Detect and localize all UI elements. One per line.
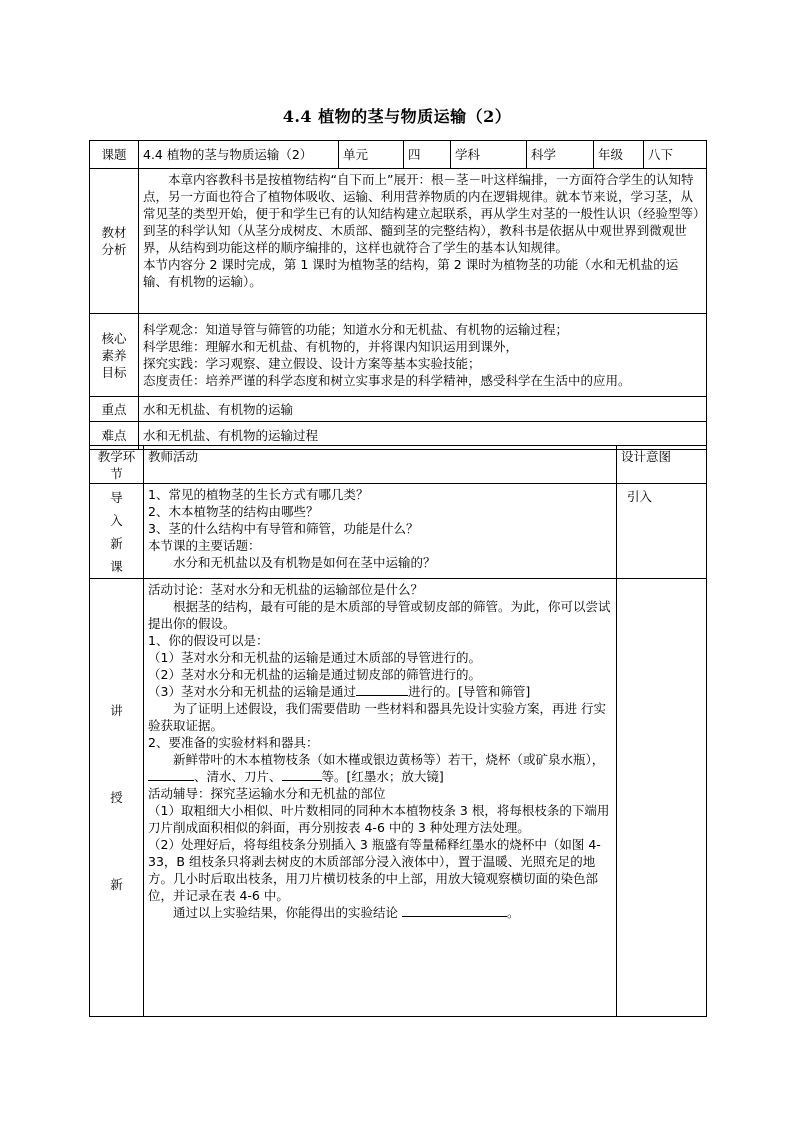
teach-line: （2）茎对水分和无机盐的运输是通过韧皮部的筛管进行的。	[148, 667, 481, 682]
analysis-row	[90, 169, 707, 314]
topic-label: 课题	[90, 141, 139, 169]
intro-design: 引入	[617, 484, 707, 579]
answer-blank	[148, 780, 194, 781]
stage-header: 教学环节	[90, 446, 144, 484]
teach-line: 2、要准备的实验材料和器具：	[148, 735, 319, 750]
literacy-content	[139, 314, 707, 397]
teaching-stage-label: 讲 授 新	[90, 579, 144, 1017]
teaching-design	[617, 579, 707, 1017]
literacy-row	[90, 314, 707, 397]
intro-activity	[144, 484, 617, 579]
teach-line: （2）处理好后，将每组枝条分别插入 3 瓶盛有等量稀释红墨水的烧杯中（如图 4-33，B 组枝条只将剥去树皮的木质部部分浸入液体中），置于温暖、光照充足的地方。几小时后取出枝条，用刀片横切枝条的中上部，用放大镜观察横切面的染色部位，并记录在表 4-6 中。	[148, 837, 601, 903]
teach-line: （1）取粗细大小相似、叶片数相同的同种木本植物枝条 3 根，将每根枝条的下端用刀片削成面积相似的斜面，再分别按表 4-6 中的 3 种处理方法处理。	[148, 803, 610, 835]
difficulty-value: 水和无机盐、有机物的运输过程	[139, 422, 707, 450]
unit-label: 单元	[339, 141, 404, 169]
teacher-activity-header: 教师活动	[144, 446, 617, 484]
key-point-label: 重点	[90, 397, 139, 422]
difficulty-label: 难点	[90, 422, 139, 450]
teaching-process-table	[89, 445, 707, 1017]
literacy-line: 科学观念：知道导管与筛管的功能；知道水分和无机盐、有机物的运输过程；	[143, 322, 569, 337]
intro-line: 3、茎的什么结构中有导管和筛管，功能是什么？	[148, 521, 419, 536]
literacy-line: 探究实践：学习观察、建立假设、设计方案等基本实验技能；	[143, 356, 481, 371]
teaching-activity	[144, 579, 617, 1017]
teach-line: （1）茎对水分和无机盐的运输是通过木质部的导管进行的。	[148, 650, 481, 665]
intro-row	[90, 484, 707, 579]
intro-stage-label: 导 入 新 课	[90, 484, 144, 579]
teach-line: 活动辅导：探究茎运输水分和无机盐的部位	[148, 786, 386, 801]
grade-label: 年级	[594, 141, 644, 169]
answer-blank	[356, 695, 408, 696]
teach-line: 新鲜带叶的木本植物枝条（如木槿或银边黄杨等）若干，烧杯（或矿泉水瓶），、清水、刀片、 等。[红墨水；放大镜]	[148, 751, 612, 785]
literacy-line: 态度责任：培养严谨的科学态度和树立实事求是的科学精神，感受科学在生活中的应用。	[143, 373, 631, 388]
intro-line: 本节课的主要话题：	[148, 538, 261, 553]
lesson-info-table	[89, 140, 707, 450]
teach-line: 通过以上实验结果，你能得出的实验结论 。	[173, 905, 520, 920]
analysis-paragraph: 本节内容分 2 课时完成，第 1 课时为植物茎的结构，第 2 课时为植物茎的功能（水和无机盐的运输、有机物的运输）。	[143, 257, 679, 289]
answer-blank	[402, 916, 507, 917]
process-header-row	[90, 446, 707, 484]
teach-line: 根据茎的结构，最有可能的是木质部的导管或韧皮部的筛管。为此，你可以尝试提出你的假设。	[148, 599, 611, 631]
intro-line: 2、木本植物茎的结构由哪些？	[148, 504, 319, 519]
analysis-paragraph: 本章内容教科书是按植物结构“自下而上”展开：根－茎－叶这样编排，一方面符合学生的认知特点，另一方面也符合了植物体吸收、运输、利用营养物质的内在逻辑规律。就本节来说，学习茎，从常见茎的类型开始，便于和学生已有的认知结构建立起联系，再从学生对茎的一般性认识（经验型等）到茎的科学认知（从茎分成树皮、木质部、髓到茎的完整结构），教科书是依据从中观世界到微观世界，从结构到功能这样的顺序编排的，这样也就符合了学生的基本认知规律。	[143, 172, 700, 255]
literacy-line: 科学思维：理解水和无机盐、有机物的，并将课内知识运用到课外，	[143, 339, 519, 354]
teach-line: 1、你的假设可以是：	[148, 633, 269, 648]
literacy-label: 核心 素养 目标	[90, 314, 139, 397]
teach-line: 活动讨论：茎对水分和无机盐的运输部位是什么？	[148, 582, 424, 597]
subject-label: 学科	[451, 141, 527, 169]
analysis-content	[139, 169, 707, 314]
header-row	[90, 141, 707, 169]
answer-blank	[282, 780, 322, 781]
teach-line: 为了证明上述假设，我们需要借助 一些材料和器具先设计实验方案，再进 行实验获取证据。	[148, 701, 606, 733]
topic-value: 4.4 植物的茎与物质运输（2）	[139, 141, 339, 169]
teach-line: （3）茎对水分和无机盐的运输是通过 进行的。[导管和筛管]	[148, 684, 531, 699]
grade-value: 八下	[644, 141, 707, 169]
page-title: 4.4 植物的茎与物质运输（2）	[282, 107, 512, 126]
intro-line: 水分和无机盐以及有机物是如何在茎中运输的？	[173, 555, 436, 570]
key-point-row	[90, 397, 707, 422]
unit-value: 四	[404, 141, 451, 169]
subject-value: 科学	[527, 141, 594, 169]
teaching-row	[90, 579, 707, 1017]
design-intent-header: 设计意图	[617, 446, 707, 484]
intro-line: 1、常见的植物茎的生长方式有哪几类？	[148, 487, 369, 502]
analysis-label: 教材 分析	[90, 169, 139, 314]
key-point-value: 水和无机盐、有机物的运输	[139, 397, 707, 422]
